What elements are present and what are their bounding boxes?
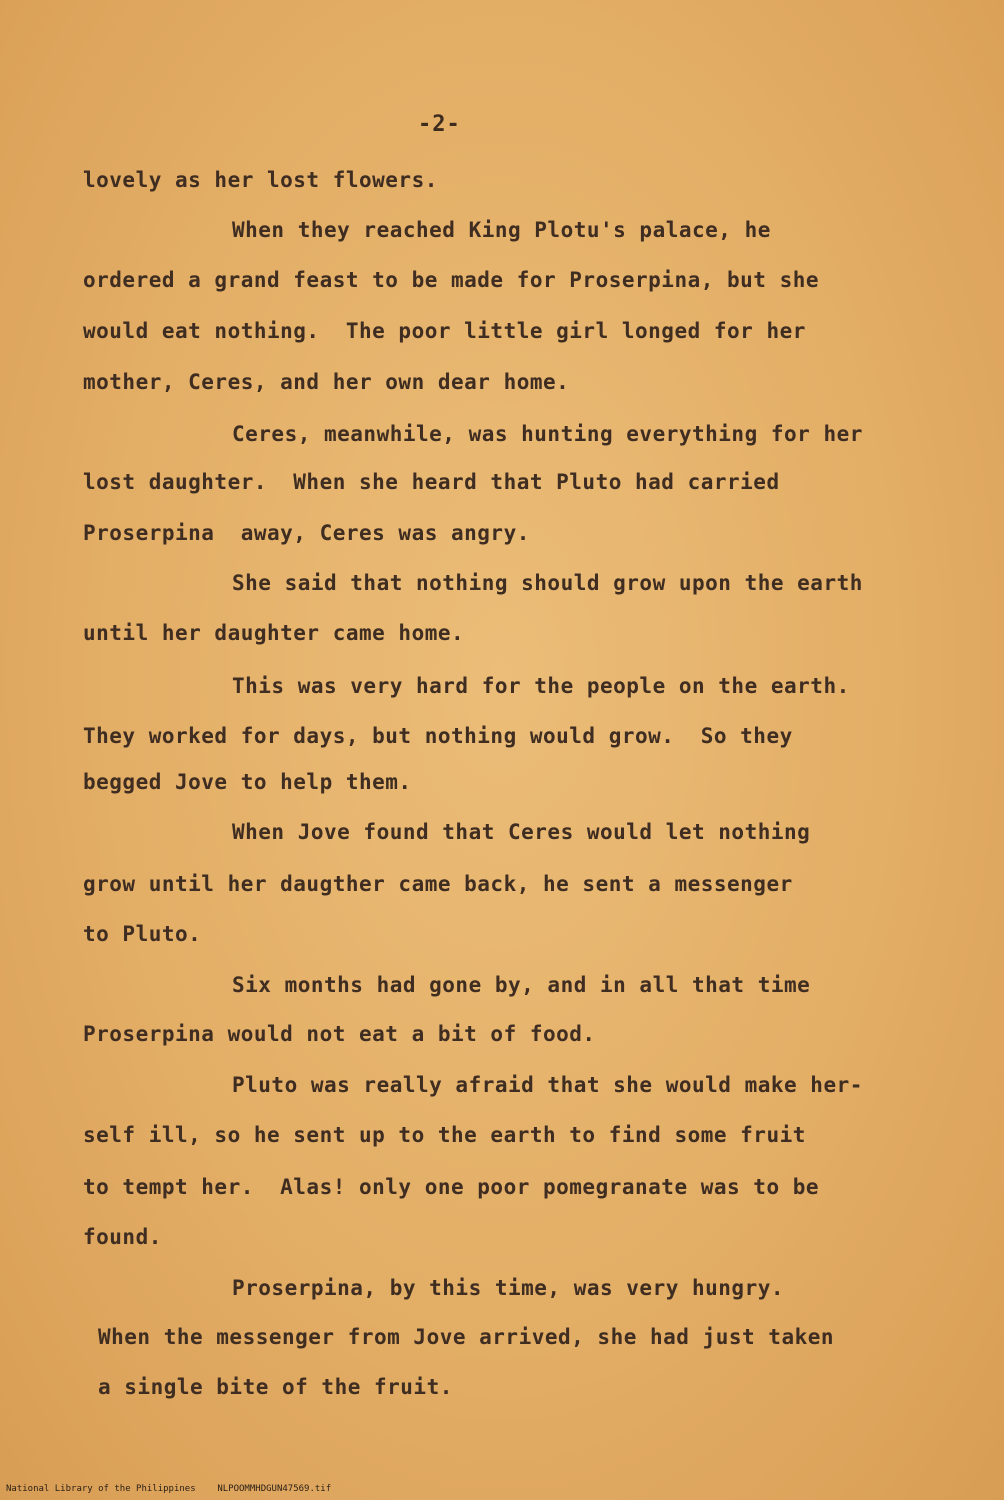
text-line: grow until her daugther came back, he sent a messenger xyxy=(83,872,793,896)
text-line: until her daughter came home. xyxy=(83,621,465,645)
page-number: -2- xyxy=(418,112,461,137)
text-line: She said that nothing should grow upon the earth xyxy=(232,571,863,595)
text-line: When they reached King Plotu's palace, he xyxy=(232,218,771,242)
scan-footer xyxy=(6,1484,331,1494)
text-line: to Pluto. xyxy=(83,922,202,946)
text-line: a single bite of the fruit. xyxy=(98,1375,453,1399)
text-line: self ill, so he sent up to the earth to find some fruit xyxy=(83,1123,806,1147)
text-line: lost daughter. When she heard that Pluto had carried xyxy=(83,470,780,494)
footer-library: National Library of the Philippines xyxy=(6,1484,196,1494)
text-line: This was very hard for the people on the earth. xyxy=(232,674,850,698)
text-line: lovely as her lost flowers. xyxy=(83,168,438,192)
text-line: They worked for days, but nothing would grow. So they xyxy=(83,724,793,748)
text-line: When the messenger from Jove arrived, she had just taken xyxy=(98,1325,835,1349)
text-line: Proserpina, by this time, was very hungry. xyxy=(232,1276,785,1300)
footer-file: NLPOOMMHDGUN47569.tif xyxy=(217,1484,332,1494)
text-line: begged Jove to help them. xyxy=(83,770,412,794)
text-line: found. xyxy=(83,1225,162,1249)
text-line: Ceres, meanwhile, was hunting everything for her xyxy=(232,422,863,446)
text-line: ordered a grand feast to be made for Proserpina, but she xyxy=(83,268,820,292)
text-line: Pluto was really afraid that she would make her- xyxy=(232,1073,863,1097)
text-line: Proserpina would not eat a bit of food. xyxy=(83,1022,596,1046)
text-line: would eat nothing. The poor little girl longed for her xyxy=(83,319,806,343)
text-line: mother, Ceres, and her own dear home. xyxy=(83,370,570,394)
text-line: When Jove found that Ceres would let nothing xyxy=(232,820,811,844)
text-line: Six months had gone by, and in all that time xyxy=(232,973,811,997)
text-line: to tempt her. Alas! only one poor pomegranate was to be xyxy=(83,1175,820,1199)
text-line: Proserpina away, Ceres was angry. xyxy=(83,521,530,545)
